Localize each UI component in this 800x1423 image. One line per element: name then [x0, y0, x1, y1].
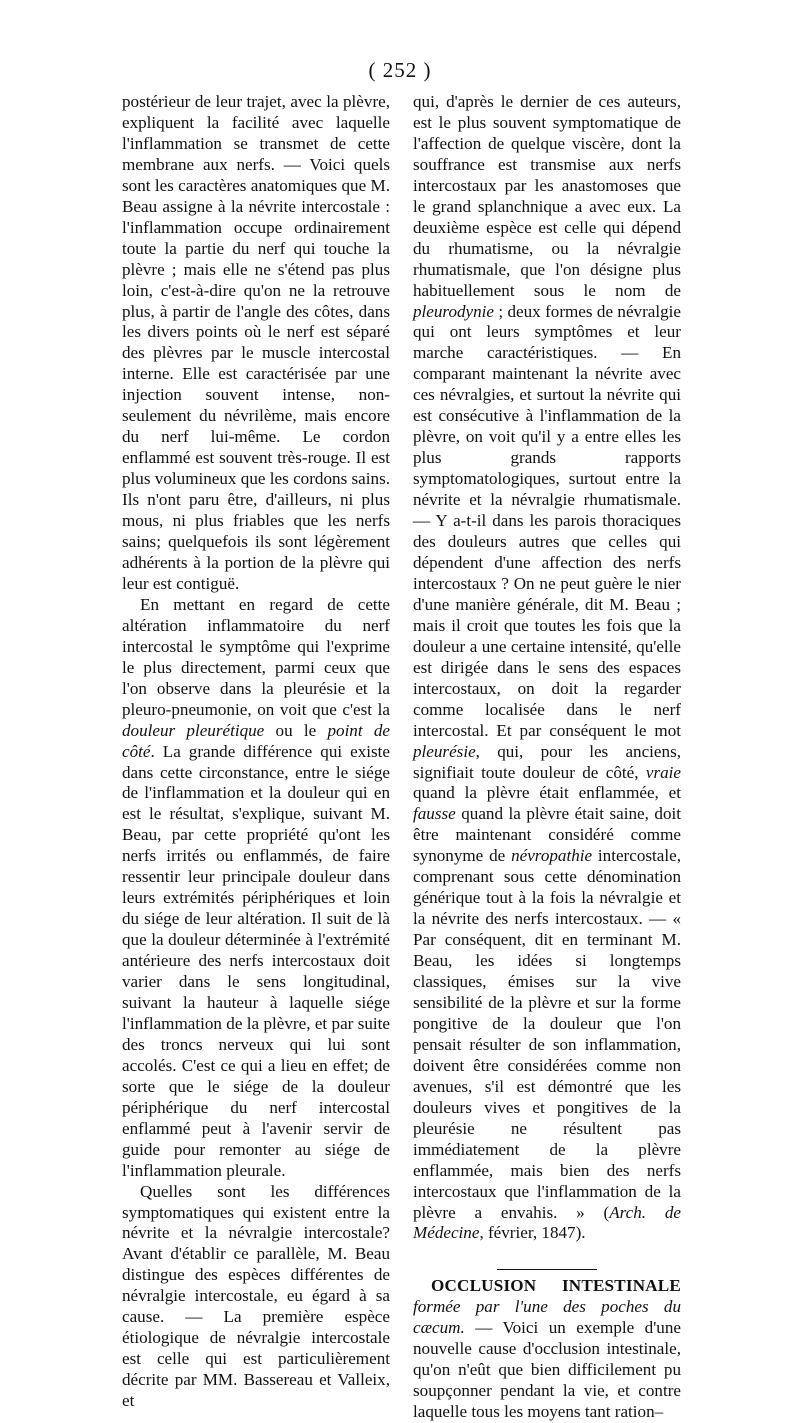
- text-run: — Voici un exemple d'une nouvelle cause d'occlusion intestinale, qu'on n'eût que bien difficilement pu soupçonner pendant la vie, et contre laquelle tous les moyens tant ration–: [413, 1318, 681, 1422]
- text-run: ou le: [264, 720, 328, 740]
- paragraph-1: [122, 92, 390, 595]
- text-run: intercostale, comprenant sous cette dénomination générique tout à la fois la névralgie et la névrite des nerfs intercostaux. — « Par conséquent, dit en terminant M. Beau, les idées si longtemps classiques, émises sur la vive sensibilité de la plèvre et sur la forme pongitive de la douleur que l'on pensait résulter de son inflammation, doivent être considérées comme non avenues, s'il est démontré que les douleurs vives et pongitives de la pleurésie ne résultent pas immédiatement de la plèvre enflammée, mais bien des nerfs intercostaux que l'inflammation de la plèvre a envahis. » (: [413, 846, 681, 1222]
- text-run: , février, 1847).: [479, 1223, 586, 1243]
- text-run: quand la plèvre était saine, doit être maintenant considéré comme synonyme de: [413, 804, 681, 866]
- text-run: , qui, pour les anciens, signifiait toute douleur de côté,: [413, 741, 681, 782]
- italic-term: pleurodynie: [413, 301, 495, 321]
- page-number: ( 252 ): [368, 58, 432, 82]
- citation-title: Arch. de Médecine: [413, 1202, 681, 1243]
- section-divider: [497, 1269, 597, 1270]
- italic-term: vraie: [645, 762, 681, 782]
- text-run: quand la plèvre était enflammée, et: [413, 783, 681, 803]
- italic-term: douleur pleurétique: [122, 720, 265, 740]
- italic-term: fausse: [413, 804, 456, 824]
- italic-term: pleurésie: [413, 741, 476, 761]
- text-run: qui, d'après le dernier de ces auteurs, est le plus souvent symptomatique de l'affection de quelque viscère, dont la souffrance est transmise aux nerfs intercostaux par les anastomoses que le grand splanchnique a avec eux. La deuxième espèce est celle qui dépend du rhumatisme, ou la névralgie rhumatismale, que l'on désigne plus habituellement sous le nom de: [413, 92, 681, 300]
- section-subtitle: formée par l'une des poches du cæcum.: [413, 1297, 681, 1338]
- right-column: [413, 92, 681, 1423]
- text-run: Quelles sont les différences symptomatiques qui existent entre la névrite et la névralgie intercostale? Avant d'établir ce parallèle, M. Beau distingue des espèces différentes de névralgie intercostale, eu égard à sa cause. — La première espèce étiologique de névralgie intercostale est celle qui est particulièrement décrite par MM. Bassereau et Valleix, et: [122, 1181, 390, 1411]
- text-run: En mettant en regard de cette altération inflammatoire du nerf intercostal le symptôme qui l'exprime le plus directement, parmi ceux que l'on observe dans la pleurésie et la pleuro-pneumonie, on voit que c'est la: [122, 594, 390, 719]
- paragraph-1: [413, 92, 681, 1244]
- italic-term: névropathie: [511, 846, 593, 866]
- left-column: [122, 92, 390, 1412]
- section-title: OCCLUSION INTESTINALE: [431, 1276, 681, 1296]
- text-run: postérieur de leur trajet, avec la plèvre, expliquent la facilité avec laquelle l'inflammation se transmet de cette membrane aux nerfs. — Voici quels sont les caractères anatomiques que M. Beau assigne à la névrite intercostale : l'inflammation occupe ordinairement toute la partie du nerf qui touche la plèvre ; mais elle ne s'étend pas plus loin, c'est-à-dire qu'on ne la retrouve plus, à partir de l'angle des côtes, dans les divers points où le nerf est séparé des plèvres par le muscle intercostal interne. Elle est caractérisée par une injection souvent intense, non-seulement du névrilème, mais encore du nerf lui-même. Le cordon enflammé est souvent très-rouge. Il est plus volumineux que les cordons sains. Ils n'ont paru être, d'ailleurs, ni plus mous, ni plus friables que les nerfs sains; quelquefois ils sont légèrement adhérents à la portion de la plèvre qui leur est contiguë.: [122, 92, 390, 593]
- section-paragraph: [413, 1276, 681, 1423]
- text-run: . La grande différence qui existe dans cette circonstance, entre le siége de l'inflammation et la douleur qui en est le résultat, s'explique, suivant M. Beau, par cette propriété qu'ont les nerfs irrités ou enflammés, de faire ressentir leur principale douleur dans leurs extrémités périphériques et loin du siége de leur altération. Il suit de là que la douleur déterminée à l'extrémité antérieure des nerfs intercostaux doit varier dans le sens longitudinal, suivant la hauteur à laquelle siége l'inflammation de la plèvre, et par suite des troncs nerveux qui lui sont accolés. C'est ce qui a lieu en effet; de sorte que le siége de la douleur périphérique du nerf intercostal enflammé peut à l'avenir servir de guide pour remonter au siége de l'inflammation pleurale.: [122, 741, 390, 1180]
- paragraph-2: [122, 595, 390, 1182]
- paragraph-3: [122, 1182, 390, 1412]
- text-run: ; deux formes de névralgie qui ont leurs symptômes et leur marche caractéristiques. — En comparant maintenant la névrite avec ces névralgies, et surtout la névrite qui est consécutive à l'inflammation de la plèvre, on voit qu'il y a entre elles les plus grands rapports symptomatologiques, surtout entre la névrite et la névralgie rhumatismale. — Y a-t-il dans les parois thoraciques des douleurs autres que celles qui dépendent d'une affection des nerfs intercostaux ? On ne peut guère le nier d'une manière générale, dit M. Beau ; mais il croit que toutes les fois que la douleur a une certaine intensité, qu'elle est dirigée dans le sens des espaces intercostaux, on doit la regarder comme localisée dans le nerf intercostal. Et par conséquent le mot: [413, 301, 681, 740]
- italic-term: point de côté: [122, 720, 390, 761]
